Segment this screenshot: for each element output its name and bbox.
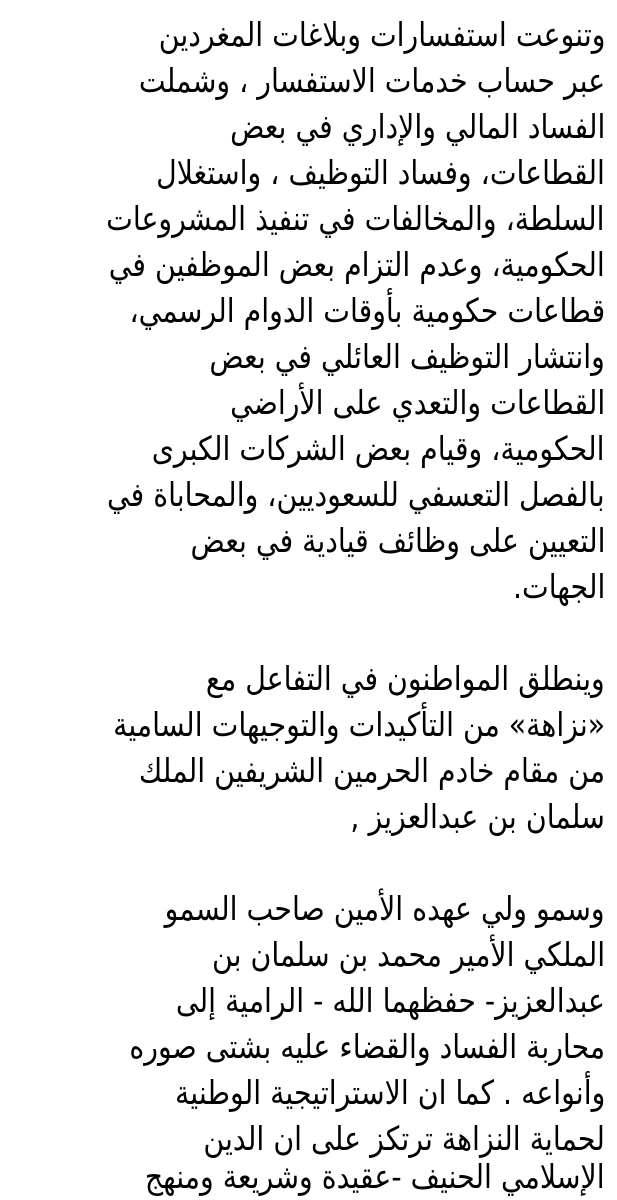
text-line: من مقام خادم الحرمين الشريفين الملك: [138, 751, 605, 790]
text-line: الجهات.: [512, 567, 605, 606]
text-line: الحكومية، وعدم التزام بعض الموظفين في: [108, 245, 605, 284]
text-line: القطاعات والتعدي على الأراضي: [229, 383, 605, 422]
text-line: وأنواعه . كما ان الاستراتيجية الوطنية: [174, 1073, 605, 1112]
text-line: الملكي الأمير محمد بن سلمان بن: [211, 935, 605, 974]
text-line: قطاعات حكومية بأوقات الدوام الرسمي،: [129, 291, 605, 330]
text-line: سلمان بن عبدالعزيز ,: [350, 797, 605, 836]
text-line: «نزاهة» من التأكيدات والتوجيهات السامية: [112, 705, 605, 744]
text-line: لحماية النزاهة ترتكز على ان الدين: [203, 1119, 605, 1158]
text-line: التعيين على وظائف قيادية في بعض: [190, 521, 605, 560]
text-line: وتنوعت استفسارات وبلاغات المغردين: [158, 15, 605, 54]
text-line: وسمو ولي عهده الأمين صاحب السمو: [165, 889, 605, 928]
text-line: الإسلامي الحنيف -عقيدة وشريعة ومنهج: [145, 1157, 605, 1196]
text-line: الفساد المالي والإداري في بعض: [229, 107, 605, 146]
text-line: السلطة، والمخالفات في تنفيذ المشروعات: [106, 199, 605, 238]
text-line: عبدالعزيز- حفظهما الله - الرامية إلى: [175, 981, 605, 1020]
text-line: وينطلق المواطنون في التفاعل مع: [206, 659, 605, 698]
text-line: محاربة الفساد والقضاء عليه بشتى صوره: [129, 1027, 605, 1066]
text-line: بالفصل التعسفي للسعوديين، والمحاباة في: [107, 475, 605, 514]
text-line: وانتشار التوظيف العائلي في بعض: [209, 337, 605, 376]
text-line: الحكومية، وقيام بعض الشركات الكبرى: [152, 429, 605, 468]
text-line: القطاعات، وفساد التوظيف ، واستغلال: [156, 153, 605, 192]
text-line: عبر حساب خدمات الاستفسار ، وشملت: [138, 61, 605, 100]
